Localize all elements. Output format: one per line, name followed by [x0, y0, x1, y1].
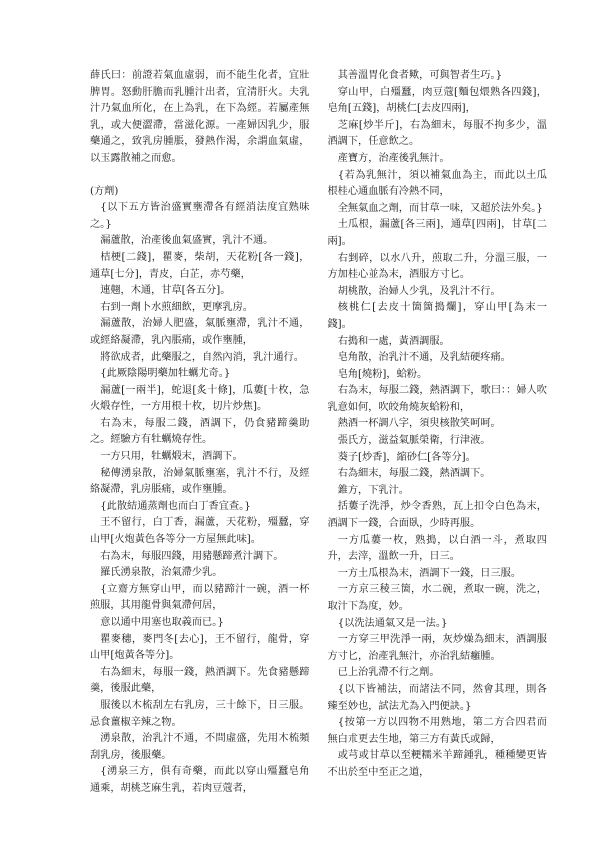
right-text-column [328, 68, 548, 803]
text-paragraph: {以下皆補法，而諸法不同，然會其理，則各臻至妙也，試法尤為入門便訣。} [327, 683, 547, 712]
text-paragraph: 漏蘆散，治產後血氣盛實，乳汁不通。 [100, 235, 274, 247]
text-paragraph: 將欲成者，此藥服之，自然內消，乳汁通行。 [100, 351, 304, 363]
text-paragraph: 漏蘆散，治婦人肥盛，氣脈壅滯，乳汁不通，或經絡凝滯，乳內脹痛，或作壅腫， [90, 318, 310, 346]
text-paragraph: 一方穿三甲洗淨一兩，灰炒燥為細末，酒調服方寸匕，治產乳無汁，亦治乳結癰腫。 [327, 634, 547, 662]
text-paragraph: 土瓜根，漏蘆[各三兩]，通草[四兩]，甘草[二兩]。 [327, 219, 547, 247]
text-paragraph: 右為細末，每服一錢，熱酒調下。先食豬懸蹄羹，後服此藥， [90, 666, 310, 695]
text-paragraph: 已上治乳滯不行之劑。 [337, 667, 440, 679]
text-paragraph: 右為末，每服四錢，用豬懸蹄煮汁調下。 [100, 550, 284, 562]
text-paragraph: 右搗和一處，黃酒調服。 [337, 335, 450, 347]
text-paragraph: 漏蘆[一兩半]，蛇退[炙十條]，瓜蔞[十枚，急火煅存性，一方用根十枚，切片炒焦]。 [90, 384, 310, 413]
text-paragraph: 熱酒一杯調八字，須臾核散笑呵呵。 [337, 418, 501, 430]
text-paragraph: 一方瓜蔞一枚，熟搗，以白酒一斗，煮取四升，去滓，溫飲一升，日三。 [327, 534, 547, 563]
text-paragraph: 薛氏曰：前證若氣血虛弱，而不能生化者，宜壯脾胃。怒動肝膽而乳腫汁出者，宜清肝火。夫乳汁乃氣血所化，在上為乳，在下為經。若屬產無乳，或大便澀滯，當滋化源。一產婦因乳少，服藥通之，致乳房腫脹，發熱作渴，余謂血氣虛，以玉露散補之而愈。 [90, 70, 310, 164]
text-paragraph: 右為末，每服二錢，熱酒調下，歌曰：：婦人吹乳意如何，吹皎角燒灰蛤粉和， [327, 385, 547, 413]
text-paragraph: 核桃仁[去皮十箇箇搗爛]，穿山甲[為末一錢]。 [327, 302, 547, 330]
text-paragraph: 右為細末，每服二錢，熱酒調下。 [337, 468, 491, 480]
text-paragraph: 一方土瓜根為末，酒調下一錢，日三服。 [337, 567, 522, 579]
text-paragraph: 葵子[炒香]，縮砂仁[各等分]。 [337, 451, 476, 463]
text-paragraph: 張氏方，滋益氣脈榮衛，行津液。 [337, 435, 491, 447]
text-paragraph: 右到一劑卜水煎細飲，更摩乳房。 [100, 301, 253, 313]
text-paragraph: 羅氏湧泉散，治氣滯少乳。 [100, 567, 223, 579]
text-paragraph: 括蔞子洗淨，炒令香熟，瓦上扣令白色為末，酒調下一錢，合面臥，少時再服。 [327, 501, 547, 530]
text-paragraph: 瞿麥穗，麥門冬[去心]，王不留行，龍骨，穿山甲[炮黃各等分]。 [90, 633, 310, 662]
text-paragraph: 穿山甲，白殭蠶，肉豆蔻[麵包煨熟各四錢]，皂角[五錢]，胡桃仁[去皮四兩]， [327, 86, 547, 115]
text-paragraph: {若為乳無汁，須以補氣血為主，而此以土瓜根桂心通血脈有冷熱不同， [327, 169, 547, 198]
text-paragraph: 全無氣血之劑，而甘草一味，又超於法外矣。} [337, 202, 543, 214]
text-paragraph: 芝麻[炒半斤]，右為細末，每服不拘多少，溫酒調下，任意飲之。 [327, 119, 547, 148]
text-paragraph: 其善溫胃化食者歟，可與智者生巧。} [337, 70, 503, 81]
text-paragraph: 一方只用，牡蠣煅末，酒調下。 [100, 451, 243, 463]
text-paragraph: {立齋方無穿山甲，而以豬蹄汁一碗，酒一杯煎服，其用龍骨與氣滯何居， [90, 583, 310, 612]
text-paragraph: {以下五方皆治盛實壅滯各有經消法度宜熟味之。} [90, 202, 310, 230]
text-paragraph: 秘傳湧泉散，治婦氣脈壅塞，乳汁不行，及經絡凝滯，乳房脹痛，或作壅腫。 [90, 467, 310, 496]
text-paragraph: {此厥陰陽明藥加牡蠣尤奇。} [100, 368, 231, 380]
text-paragraph: 意以通中用塞也取義而已。} [100, 617, 224, 628]
text-paragraph: {此散結通蒸劑也而白丁香宜查。} [100, 500, 251, 512]
text-paragraph: 王不留行，白丁香，漏蘆，天花粉，殭蠶，穿山甲[火炮黃色各等分一方屋無此味]。 [90, 517, 310, 546]
text-paragraph: 連翹，木通，甘草[各五分]。 [100, 285, 231, 297]
text-paragraph: 右剉碎，以水八升，煎取二升，分溫三服，一方加桂心並為末，酒服方寸匕。 [327, 252, 547, 281]
text-paragraph: 皂角[燒粉]，蛤粉。 [337, 368, 428, 380]
text-paragraph: 錐方，下乳汁。 [337, 484, 409, 496]
text-paragraph: {湧泉三方，俱有奇藥，而此以穿山殭蠶皂角通乘，胡桃芝麻生乳，若肉豆蔻者， [90, 766, 310, 794]
text-paragraph: 皂角散，治乳汁不通，及乳結硬疼痛。 [337, 352, 511, 364]
text-paragraph: 湧泉散，治乳汁不通，不問虛盛，先用木梳頻刮乳房，後服藥。 [90, 733, 310, 761]
text-paragraph: {按第一方以四物不用熟地，第二方合四君而無白朮更去生地，第三方有黃氏或歸， [327, 717, 547, 745]
text-paragraph: 或芎或甘草以至粳糯米羊蹄鍾乳，種種變更皆不出於至中至正之道， [327, 750, 547, 778]
text-paragraph: 一方京三稜三箇，水二碗，煮取一碗，洗之，取汁下為度，妙。 [327, 584, 547, 612]
text-paragraph: 右為末，每服二錢，酒調下，仍食豬蹄羹助之。經驗方有牡蠣燒存性。 [90, 417, 310, 446]
text-paragraph: 桔梗[二錢]，瞿麥，柴胡，天花粉[各一錢]，通草[七分]，青皮，白芷，赤芍藥， [90, 251, 310, 280]
text-paragraph: 服後以木梳刮左右乳房，三十餘下，日三服。忌食薑椒辛辣之物。 [90, 699, 310, 728]
text-paragraph: 胡桃散，治婦人少乳，及乳汁不行。 [337, 285, 501, 297]
left-text-column [90, 68, 310, 803]
text-paragraph: 產寶方，治產後乳無汁。 [337, 152, 450, 164]
section-heading: (方劑) [90, 185, 119, 197]
text-paragraph: {以洗法通氣又是一法。} [337, 617, 448, 629]
